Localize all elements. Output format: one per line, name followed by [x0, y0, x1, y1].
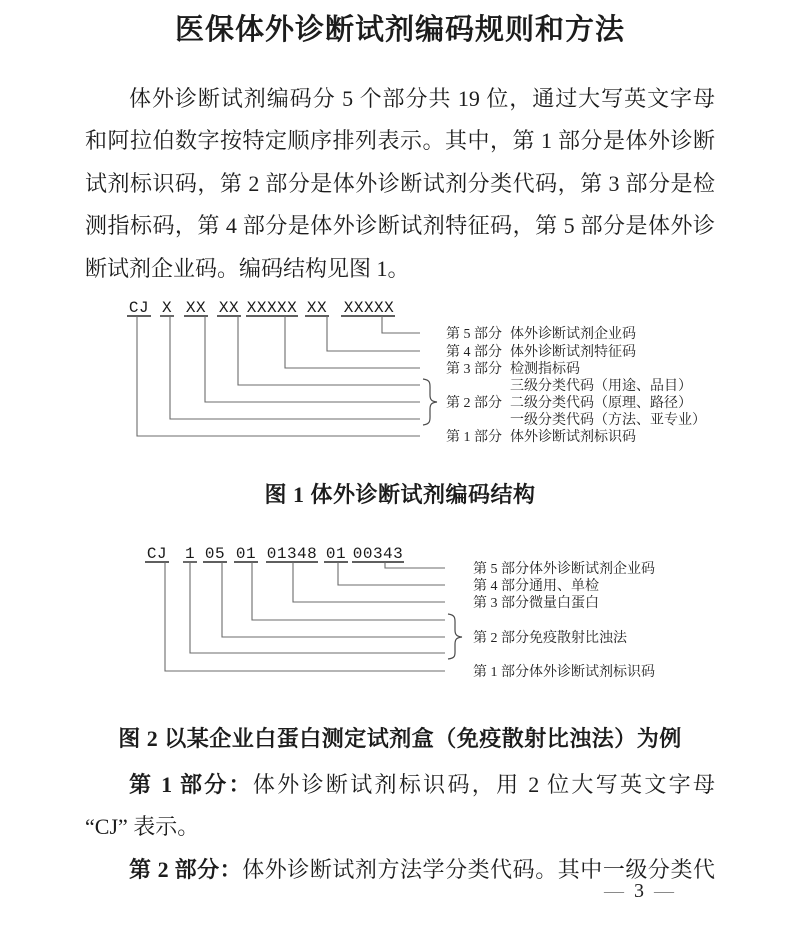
figure1-desc-label: 检测指标码	[510, 362, 580, 377]
figure1-desc-label: 一级分类代码（方法、亚专业）	[510, 413, 706, 428]
figure2-part-label: 第 4 部分	[473, 579, 529, 594]
figure2-desc-label: 通用、单检	[529, 579, 599, 594]
figure2-desc-label: 体外诊断试剂企业码	[529, 562, 655, 577]
figure2-code-segment: 00343	[352, 545, 404, 563]
figure2-part-label: 第 1 部分	[473, 665, 529, 680]
figure2-code-segment: 01348	[266, 545, 318, 563]
figure2-desc-label: 微量白蛋白	[529, 596, 599, 611]
intro-paragraph	[85, 78, 715, 290]
figure1-part-label: 第 4 部分	[446, 345, 502, 360]
figure2-connector-lines	[165, 562, 445, 671]
figure1-code-segment: XX	[306, 299, 328, 317]
paragraph-line: 试剂标识码，第 2 部分是体外诊断试剂分类代码，第 3 部分是检	[85, 170, 715, 196]
figure1-connector-lines	[137, 316, 420, 436]
paragraph-line: 测指标码，第 4 部分是体外诊断试剂特征码，第 5 部分是体外诊	[85, 213, 715, 239]
figure1-desc-label: 体外诊断试剂特征码	[510, 345, 636, 360]
figure2-desc-label: 免疫散射比浊法	[529, 631, 627, 646]
page-number	[598, 880, 680, 903]
part2-text: 体外诊断试剂方法学分类代码。其中一级分类代	[242, 857, 715, 882]
figure2-code-segment: 1	[184, 545, 196, 563]
figure1-diagram	[120, 296, 765, 448]
paragraph-line	[85, 764, 715, 806]
page-number-dash: —	[604, 880, 624, 902]
figure1-caption: 图 1 体外诊断试剂编码结构	[264, 482, 536, 507]
paragraph-line: 和阿拉伯数字按特定顺序排列表示。其中，第 1 部分是体外诊断	[85, 128, 715, 154]
figure2-labels	[473, 560, 655, 680]
figure1-code-row	[129, 299, 394, 317]
figure1-code-segment: XX	[218, 299, 240, 317]
page-title: 医保体外诊断试剂编码规则和方法	[174, 14, 625, 46]
figure2-brace	[448, 614, 462, 659]
figure2-part-label: 第 2 部分	[473, 631, 529, 646]
part1-paragraph	[85, 764, 715, 849]
figure2-svg	[145, 542, 775, 690]
part1-heading: 第 1 部分：	[129, 772, 253, 797]
figure1-desc-label: 三级分类代码（用途、品目）	[510, 379, 692, 394]
figure2-caption: 图 2 以某企业白蛋白测定试剂盒（免疫散射比浊法）为例	[118, 726, 682, 751]
figure2-part-label: 第 3 部分	[473, 596, 529, 611]
figure1-desc-label: 体外诊断试剂企业码	[510, 327, 636, 342]
figure2-code-segment: 01	[235, 545, 257, 563]
figure1-part-label: 第 3 部分	[446, 362, 502, 377]
figure1-part-label: 第 5 部分	[446, 327, 502, 342]
figure2-part-label: 第 5 部分	[473, 562, 529, 577]
part1-text: 体外诊断试剂标识码，用 2 位大写英文字母	[252, 772, 715, 797]
figure1-part-label: 第 2 部分	[446, 396, 502, 411]
figure2-code-segment: CJ	[146, 545, 168, 563]
figure2-code-segment: 01	[325, 545, 347, 563]
page-number-value: 3	[634, 880, 644, 902]
figure1-svg	[120, 296, 765, 448]
figure2-code-row	[147, 545, 403, 563]
page-number-dash: —	[654, 880, 674, 902]
figure2-diagram	[145, 542, 775, 690]
paragraph-line: 体外诊断试剂编码分 5 个部分共 19 位，通过大写英文字母	[129, 86, 715, 111]
figure1-desc-label: 二级分类代码（原理、路径）	[510, 396, 692, 411]
paragraph-line: “CJ” 表示。	[85, 814, 200, 840]
figure1-code-segment: XXXXX	[343, 299, 395, 317]
figure1-desc-label: 体外诊断试剂标识码	[510, 430, 636, 445]
figure1-brace	[423, 379, 437, 425]
figure2-code-segment: 05	[204, 545, 226, 563]
figure1-code-segment: XXXXX	[246, 299, 298, 317]
figure1-code-segment: X	[161, 299, 173, 317]
paragraph-line: 断试剂企业码。编码结构见图 1。	[85, 255, 410, 281]
figure1-code-segment: XX	[185, 299, 207, 317]
figure1-code-segment: CJ	[128, 299, 150, 317]
figure1-labels	[446, 325, 706, 445]
figure1-part-label: 第 1 部分	[446, 430, 502, 445]
figure2-desc-label: 体外诊断试剂标识码	[529, 665, 655, 680]
part2-heading: 第 2 部分：	[129, 857, 243, 882]
